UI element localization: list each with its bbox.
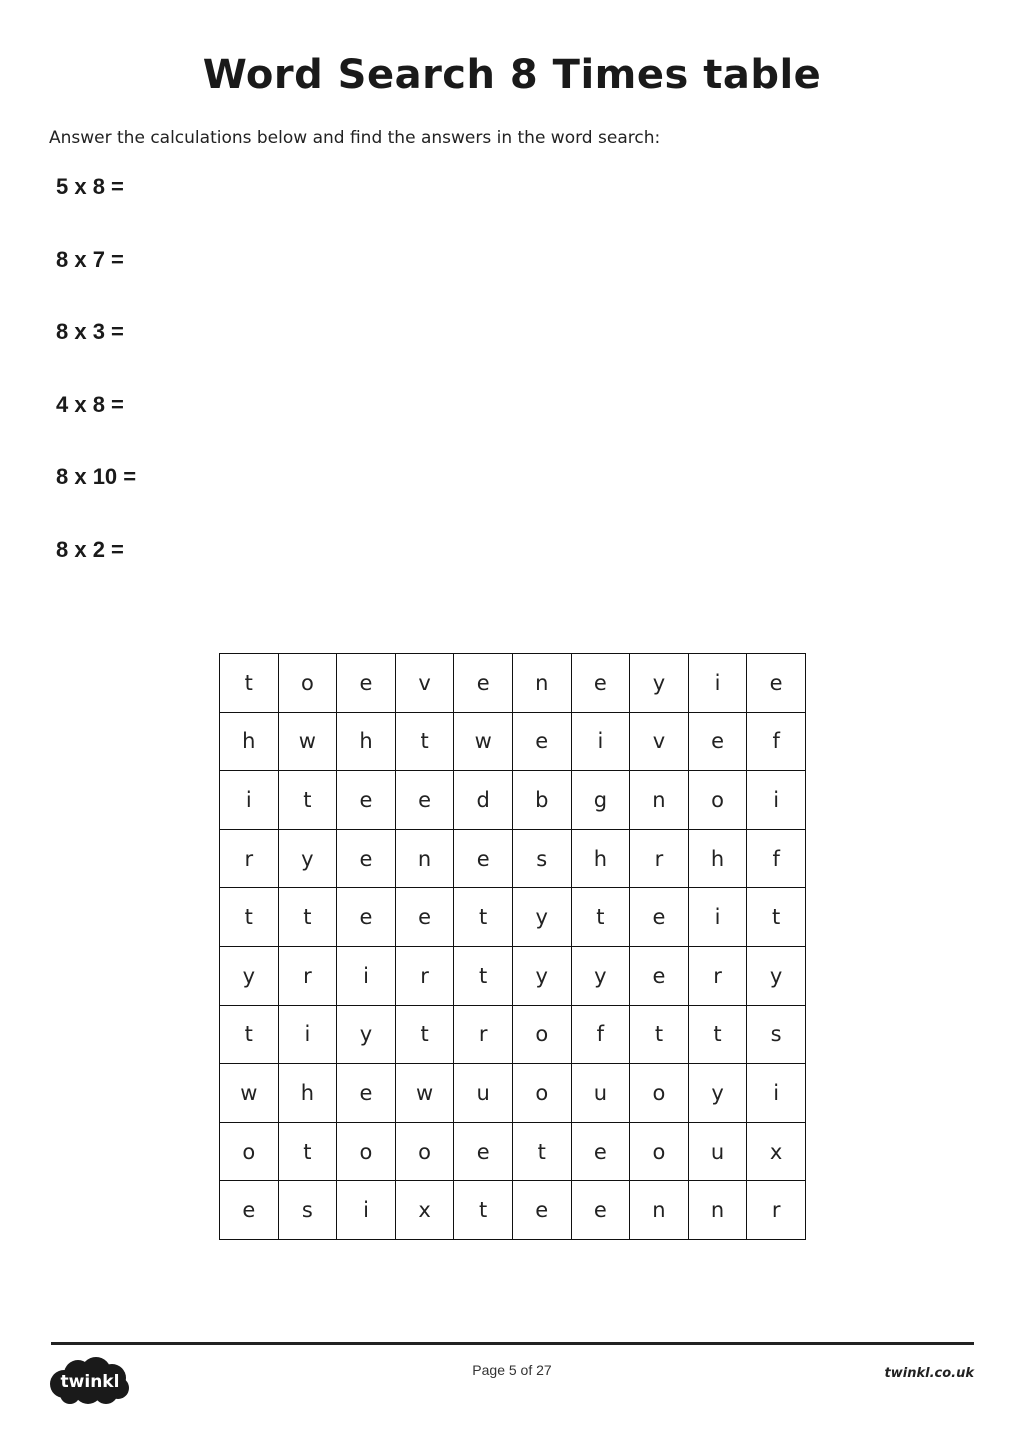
grid-cell: f (747, 829, 806, 888)
grid-cell: e (688, 712, 747, 771)
grid-cell: o (630, 1064, 689, 1123)
calculation-item: 4 x 8 = (56, 391, 124, 417)
grid-cell: i (688, 654, 747, 713)
grid-cell: i (688, 888, 747, 947)
grid-cell: o (512, 1005, 571, 1064)
grid-cell: t (571, 888, 630, 947)
grid-cell: y (630, 654, 689, 713)
page-number: Page 5 of 27 (472, 1362, 552, 1378)
word-search-grid (219, 653, 806, 1240)
grid-cell: t (220, 654, 279, 713)
grid-cell: e (220, 1181, 279, 1240)
grid-cell: e (337, 771, 396, 830)
grid-cell: t (395, 1005, 454, 1064)
grid-cell: h (571, 829, 630, 888)
grid-cell: r (630, 829, 689, 888)
grid-cell: o (630, 1122, 689, 1181)
grid-cell: t (220, 888, 279, 947)
footer-divider (51, 1342, 974, 1345)
grid-cell: x (395, 1181, 454, 1240)
grid-cell: e (630, 888, 689, 947)
grid-cell: e (395, 888, 454, 947)
grid-cell: s (512, 829, 571, 888)
site-url: twinkl.co.uk (884, 1366, 974, 1381)
grid-cell: e (571, 654, 630, 713)
grid-cell: t (512, 1122, 571, 1181)
grid-cell: e (395, 771, 454, 830)
grid-cell: e (512, 712, 571, 771)
calculation-item: 8 x 3 = (56, 319, 124, 345)
grid-cell: e (454, 654, 513, 713)
grid-cell: i (278, 1005, 337, 1064)
grid-cell: y (747, 946, 806, 1005)
grid-cell: o (395, 1122, 454, 1181)
grid-cell: e (337, 888, 396, 947)
grid-cell: o (337, 1122, 396, 1181)
grid-cell: s (278, 1181, 337, 1240)
grid-cell: o (512, 1064, 571, 1123)
grid-cell: i (747, 771, 806, 830)
grid-cell: v (630, 712, 689, 771)
grid-row (220, 946, 806, 1005)
grid-cell: s (747, 1005, 806, 1064)
grid-cell: e (747, 654, 806, 713)
grid-cell: u (571, 1064, 630, 1123)
page-title: Word Search 8 Times table (202, 52, 822, 98)
grid-cell: u (454, 1064, 513, 1123)
grid-cell: y (337, 1005, 396, 1064)
grid-cell: v (395, 654, 454, 713)
grid-cell: e (630, 946, 689, 1005)
grid-cell: h (337, 712, 396, 771)
grid-cell: g (571, 771, 630, 830)
grid-cell: t (454, 888, 513, 947)
grid-cell: r (395, 946, 454, 1005)
logo-text: twinkl (60, 1372, 120, 1392)
grid-cell: e (571, 1181, 630, 1240)
grid-cell: r (688, 946, 747, 1005)
grid-row (220, 771, 806, 830)
calculation-list (56, 172, 136, 608)
grid-cell: n (512, 654, 571, 713)
grid-cell: o (278, 654, 337, 713)
grid-cell: t (278, 771, 337, 830)
grid-cell: t (630, 1005, 689, 1064)
grid-cell: i (571, 712, 630, 771)
grid-cell: y (278, 829, 337, 888)
grid-row (220, 1064, 806, 1123)
grid-cell: n (395, 829, 454, 888)
grid-cell: e (337, 654, 396, 713)
grid-row (220, 712, 806, 771)
grid-cell: i (220, 771, 279, 830)
grid-cell: t (278, 1122, 337, 1181)
grid-row (220, 1181, 806, 1240)
grid-cell: i (337, 946, 396, 1005)
grid-cell: t (688, 1005, 747, 1064)
calculation-item: 8 x 2 = (56, 536, 124, 562)
grid-cell: w (278, 712, 337, 771)
grid-cell: f (747, 712, 806, 771)
grid-cell: d (454, 771, 513, 830)
calculation-item: 8 x 10 = (56, 464, 137, 490)
grid-cell: o (220, 1122, 279, 1181)
grid-cell: w (220, 1064, 279, 1123)
grid-row (220, 1005, 806, 1064)
grid-cell: e (454, 829, 513, 888)
grid-cell: y (512, 888, 571, 947)
grid-cell: n (688, 1181, 747, 1240)
grid-cell: i (337, 1181, 396, 1240)
grid-cell: r (278, 946, 337, 1005)
grid-cell: y (512, 946, 571, 1005)
calculation-item: 8 x 7 = (56, 246, 124, 272)
grid-cell: u (688, 1122, 747, 1181)
grid-row (220, 829, 806, 888)
grid-cell: t (454, 1181, 513, 1240)
grid-cell: w (395, 1064, 454, 1123)
grid-row (220, 654, 806, 713)
grid-cell: t (454, 946, 513, 1005)
grid-cell: r (454, 1005, 513, 1064)
grid-cell: y (571, 946, 630, 1005)
grid-cell: b (512, 771, 571, 830)
grid-row (220, 888, 806, 947)
grid-cell: t (395, 712, 454, 771)
grid-cell: y (220, 946, 279, 1005)
instruction-text: Answer the calculations below and find the answers in the word search: (49, 128, 661, 148)
grid-row (220, 1122, 806, 1181)
grid-cell: e (454, 1122, 513, 1181)
grid-cell: f (571, 1005, 630, 1064)
grid-cell: t (278, 888, 337, 947)
grid-cell: i (747, 1064, 806, 1123)
grid-cell: r (747, 1181, 806, 1240)
grid-cell: y (688, 1064, 747, 1123)
grid-cell: h (688, 829, 747, 888)
grid-cell: r (220, 829, 279, 888)
grid-cell: e (337, 1064, 396, 1123)
grid-cell: o (688, 771, 747, 830)
grid-cell: e (337, 829, 396, 888)
grid-cell: w (454, 712, 513, 771)
grid-cell: e (512, 1181, 571, 1240)
grid-cell: t (220, 1005, 279, 1064)
grid-cell: h (220, 712, 279, 771)
grid-cell: e (571, 1122, 630, 1181)
grid-cell: n (630, 771, 689, 830)
grid-cell: t (747, 888, 806, 947)
calculation-item: 5 x 8 = (56, 174, 124, 199)
grid-cell: h (278, 1064, 337, 1123)
grid-cell: x (747, 1122, 806, 1181)
grid-cell: n (630, 1181, 689, 1240)
